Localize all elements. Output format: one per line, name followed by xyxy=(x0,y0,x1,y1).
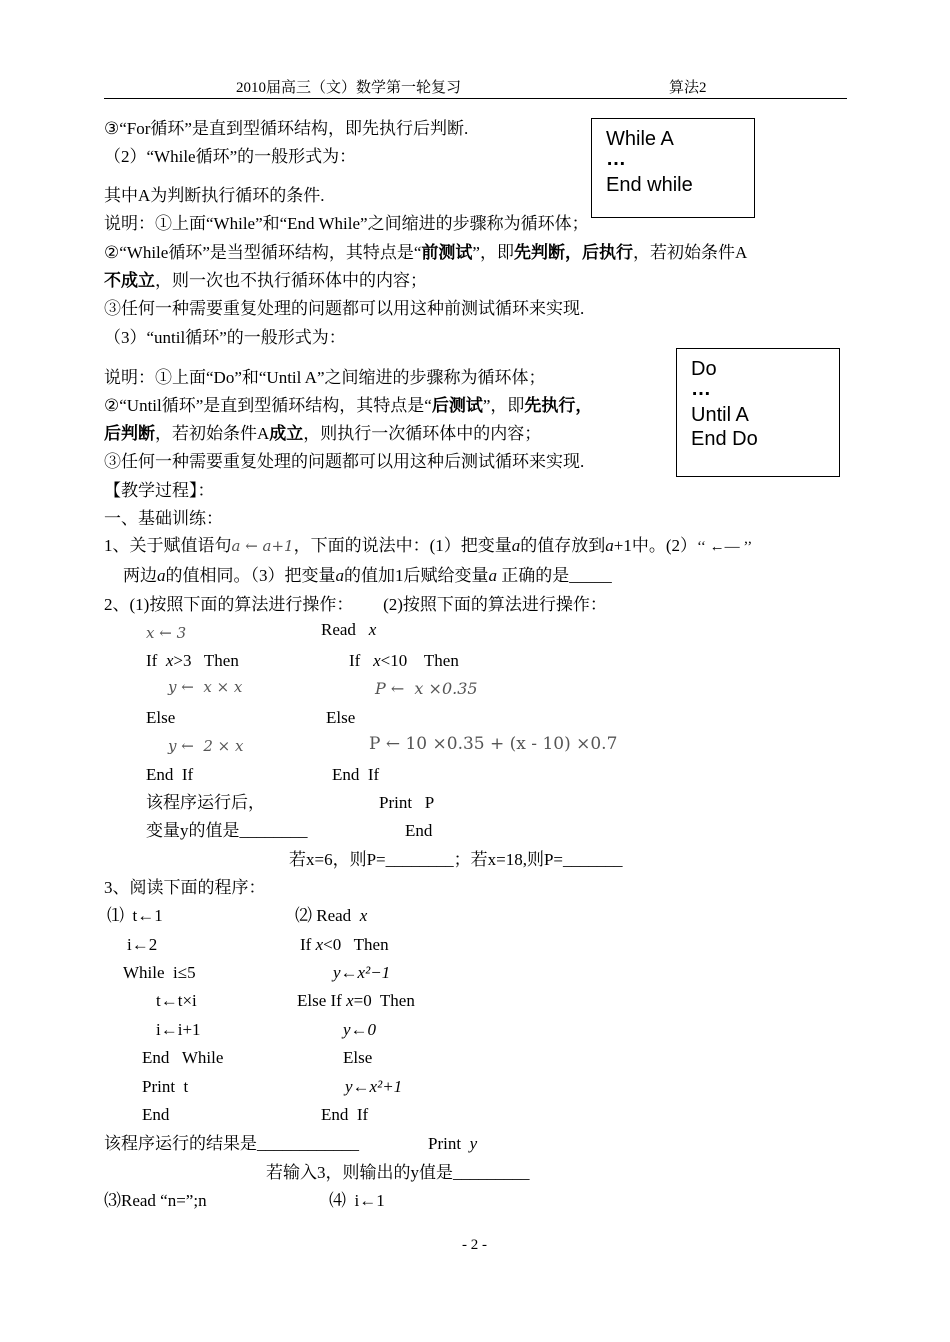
prog4-line1: ⑷ i←1 xyxy=(329,1191,385,1210)
header-title: 2010届高三（文）数学第一轮复习 xyxy=(236,80,462,96)
prog2-line9 xyxy=(428,1133,477,1155)
prog1-line6: End While xyxy=(142,1048,224,1067)
prog1-line1: ⑴ t←1 xyxy=(107,906,163,925)
prog2-line3: y←x²−1 xyxy=(333,963,391,982)
while-loop-box xyxy=(591,118,755,218)
question-1-cont xyxy=(123,565,612,587)
header-rule xyxy=(104,98,847,99)
prog1-line3: While i≤5 xyxy=(123,963,196,982)
algo2-line6: End If xyxy=(332,765,380,784)
algo1-line3: y ← x × x xyxy=(168,678,243,696)
para-until-note2-cont xyxy=(104,423,541,445)
algo1-line1: x ← 3 xyxy=(146,624,187,642)
para-until-note2 xyxy=(104,395,592,417)
header-section: 算法2 xyxy=(669,80,707,96)
keyword-true: 成立 xyxy=(269,424,304,443)
algo1-line4: Else xyxy=(146,708,176,727)
para-until-note3: ③任何一种需要重复处理的问题都可以用这种后测试循环来实现. xyxy=(104,452,585,471)
para-while-form: （2）“While循环”的一般形式为： xyxy=(104,147,357,166)
var-y: y xyxy=(469,1134,478,1153)
algo1-line2 xyxy=(146,650,239,672)
algo2-line3: P ← x ×0.35 xyxy=(375,679,478,698)
text-span: 的值存放到 xyxy=(520,536,606,555)
var-x: x xyxy=(315,935,324,954)
keyword-pretest: 前测试 xyxy=(421,243,473,262)
text-span: If xyxy=(349,651,374,670)
algo2-line4: Else xyxy=(326,708,356,727)
text-span: 两边 xyxy=(123,566,157,585)
section-teaching-process: 【教学过程】： xyxy=(104,481,215,500)
algo2-line2 xyxy=(349,650,459,672)
algo2-line8: End xyxy=(405,821,433,840)
while-box-end: End while xyxy=(606,174,693,196)
until-box-enddo: End Do xyxy=(691,428,758,450)
text-span: 的值相同。（3）把变量 xyxy=(165,566,336,585)
prog1-line4: t←t×i xyxy=(156,991,197,1010)
prog2-line4 xyxy=(297,990,415,1012)
para-while-note2-cont xyxy=(104,270,427,292)
until-box-until: Until A xyxy=(691,404,749,426)
question-3-title: 3、阅读下面的程序： xyxy=(104,878,266,897)
page-number: - 2 - xyxy=(462,1237,487,1253)
para-while-note1: 说明：①上面“While”和“End While”之间缩进的步骤称为循环体； xyxy=(104,214,589,233)
text-span: If xyxy=(146,651,166,670)
text-span: 1、关于赋值语句 xyxy=(104,536,232,555)
para-condition: 其中A为判断执行循环的条件. xyxy=(104,186,325,205)
text-span: Read xyxy=(321,620,369,639)
until-loop-box xyxy=(676,348,840,477)
while-box-ellipsis: … xyxy=(606,148,626,170)
algo2-line5: P ← 10 ×0.35 + (x - 10) ×0.7 xyxy=(369,734,618,754)
prog1-line7: Print t xyxy=(142,1077,189,1096)
prog1-line8: End xyxy=(142,1105,170,1124)
prog1-line2: i←2 xyxy=(127,935,158,954)
text-span: ，则一次也不执行循环体中的内容； xyxy=(155,271,427,290)
var-x: x xyxy=(165,651,174,670)
text-span: <10 Then xyxy=(380,651,459,670)
para-until-form: （3）“until循环”的一般形式为： xyxy=(104,328,346,347)
arrow-symbol: ‘‘ ←— ’’ xyxy=(697,539,753,555)
text-span: ”，即 xyxy=(482,396,525,415)
question-3-result: 该程序运行的结果是____________ xyxy=(104,1134,359,1153)
prog2-line6: Else xyxy=(343,1048,373,1067)
question-1 xyxy=(104,535,752,558)
algo2-line7: Print P xyxy=(379,793,435,812)
text-span: ”，即 xyxy=(472,243,514,262)
text-span: 的值加1后赋给变量 xyxy=(344,566,489,585)
prog2-line7: y←x²+1 xyxy=(345,1077,403,1096)
algo1-line7: 该程序运行后， xyxy=(146,793,265,812)
assign-formula: a ← a+1 xyxy=(231,537,294,555)
text-span: =0 Then xyxy=(353,991,415,1010)
algo2-line1 xyxy=(321,619,376,641)
until-box-do: Do xyxy=(691,358,717,380)
var-a: a xyxy=(511,536,521,555)
text-span: ，若初始条件A xyxy=(155,424,270,443)
text-span: +1中。(2） xyxy=(613,536,698,555)
para-for-loop: ③“For循环”是直到型循环结构，即先执行后判断. xyxy=(104,119,469,138)
text-span: Else If xyxy=(297,991,347,1010)
text-span: ，则执行一次循环体中的内容； xyxy=(303,424,542,443)
para-while-note3: ③任何一种需要重复处理的问题都可以用这种前测试循环来实现. xyxy=(104,299,585,318)
var-x: x xyxy=(359,906,368,925)
text-span: <0 Then xyxy=(323,935,389,954)
while-box-line: While A xyxy=(606,128,674,150)
text-span: >3 Then xyxy=(173,651,239,670)
text-span: ②“While循环”是当型循环结构，其特点是“ xyxy=(104,243,422,262)
keyword-exec-first: 先执行， xyxy=(524,396,593,415)
keyword-judge-after: 后判断 xyxy=(104,424,155,443)
text-span: Print xyxy=(428,1134,470,1153)
question-3-answer: 若输入3，则输出的y值是_________ xyxy=(266,1163,530,1182)
keyword-not-true: 不成立 xyxy=(104,271,155,290)
algo1-line8: 变量y的值是________ xyxy=(146,821,308,840)
algo1-line5: y ← 2 × x xyxy=(168,737,244,755)
question-2-answer: 若x=6，则P=________；若x=18,则P=_______ xyxy=(289,850,623,869)
prog2-line5: y←0 xyxy=(343,1020,377,1039)
section-basic-training: 一、基础训练： xyxy=(104,509,223,528)
until-box-ellipsis: … xyxy=(691,378,711,400)
text-span: ，下面的说法中：(1）把变量 xyxy=(293,536,512,555)
prog2-line2 xyxy=(300,934,389,956)
prog3-line1: ⑶Read “n=”;n xyxy=(104,1191,207,1210)
prog1-line5: i←i+1 xyxy=(156,1020,201,1039)
text-span: 正确的是_____ xyxy=(497,566,612,585)
var-a: a xyxy=(605,536,614,555)
text-span: ，若初始条件A xyxy=(632,243,748,262)
var-x: x xyxy=(373,651,381,670)
var-a: a xyxy=(335,566,344,585)
keyword-posttest: 后测试 xyxy=(431,396,483,415)
text-span: ⑵ Read xyxy=(295,906,360,925)
algo1-line6: End If xyxy=(146,765,194,784)
var-a: a xyxy=(157,566,166,585)
keyword-judge-first: 先判断，后执行 xyxy=(513,243,633,262)
prog2-line1 xyxy=(295,905,367,927)
var-x: x xyxy=(346,991,354,1010)
text-span: ②“Until循环”是直到型循环结构，其特点是“ xyxy=(104,396,432,415)
prog2-line8: End If xyxy=(321,1105,369,1124)
para-until-note1: 说明：①上面“Do”和“Until A”之间缩进的步骤称为循环体； xyxy=(104,368,546,387)
para-while-note2 xyxy=(104,242,747,264)
var-x: x xyxy=(368,620,377,639)
text-span: If xyxy=(300,935,316,954)
var-a: a xyxy=(488,566,497,585)
question-2-title: 2、(1)按照下面的算法进行操作： (2)按照下面的算法进行操作： xyxy=(104,595,607,614)
